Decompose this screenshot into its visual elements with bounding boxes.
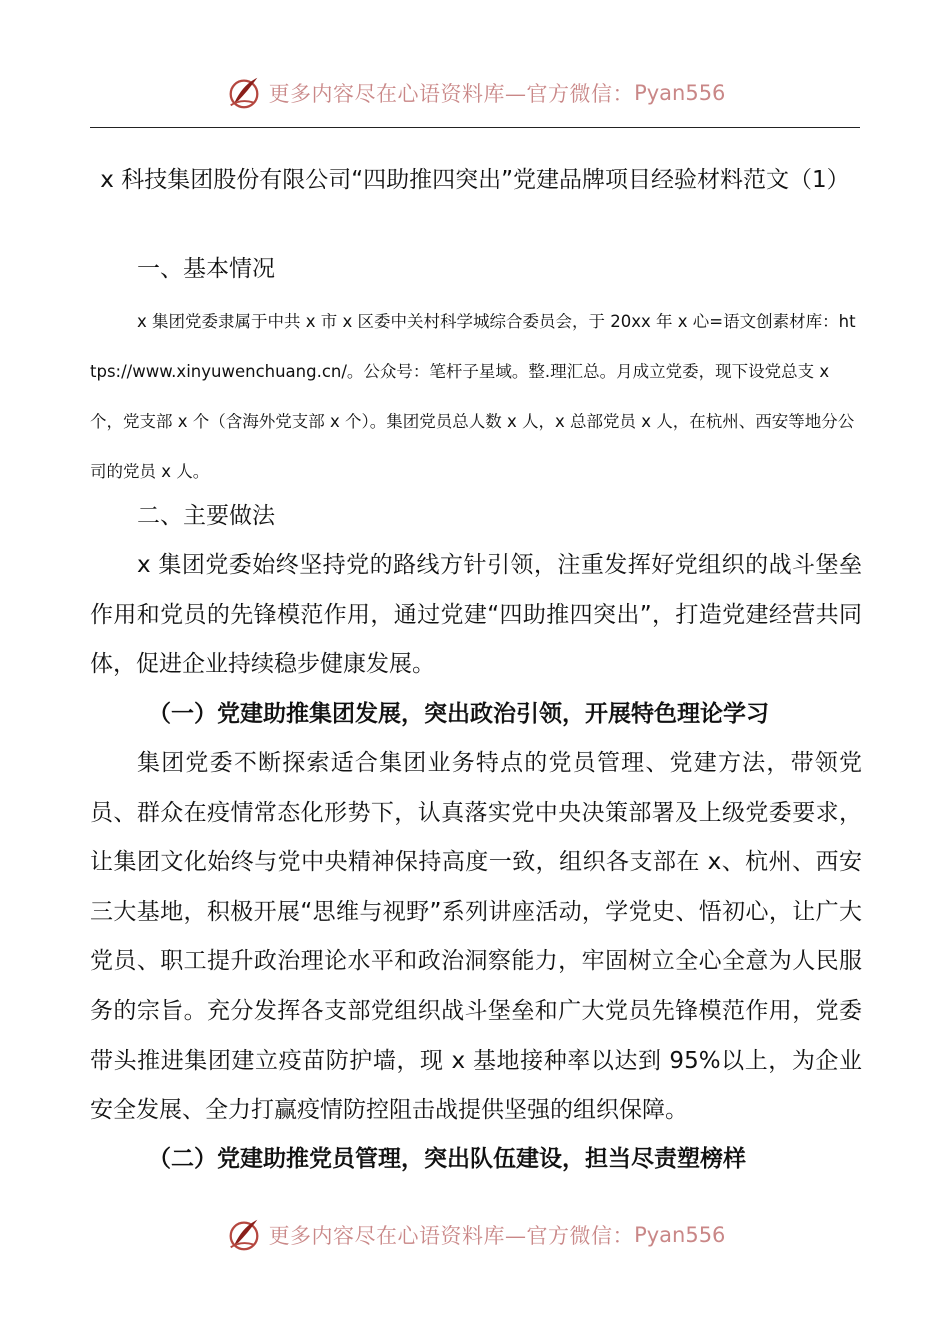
quill-signature-logo-icon — [225, 1216, 263, 1254]
banner-text: 更多内容尽在心语资料库—官方微信： — [268, 1224, 635, 1248]
banner-wechat-id: Pyan556 — [634, 81, 726, 105]
basic-info-paragraph: x 集团党委隶属于中共 x 市 x 区委中关村科学城综合委员会，于 20xx 年 x 心=语文创素材库：https://www.xinyuwenchuang.cn/。公众号：笔杆子星域。整.理汇总。月成立党委，现下设党总支 x 个，党支部 x 个（含海外党支部 x 个）。集团党员总人数 x 人，x 总部党员 x 人，在杭州、西安等地分公司的党员 x 人。 — [90, 312, 856, 481]
header-banner — [0, 68, 950, 118]
subsection-1-paragraph: 集团党委不断探索适合集团业务特点的党员管理、党建方法，带领党员、群众在疫情常态化形势下，认真落实党中央决策部署及上级党委要求，让集团文化始终与党中央精神保持高度一致，组织各支部在 x、杭州、西安三大基地，积极开展“思维与视野”系列讲座活动，学党史、悟初心，让广大党员、职工提升政治理论水平和政治洞察能力，牢固树立全心全意为人民服务的宗旨。充分发挥各支部党组织战斗堡垒和广大党员先锋模范作用，党委带头推进集团建立疫苗防护墙，现 x 基地接种率以达到 95%以上，为企业安全发展、全力打赢疫情防控阻击战提供坚强的组织保障。 — [90, 750, 862, 1124]
banner-wechat-id: Pyan556 — [634, 1223, 726, 1247]
footer-banner — [0, 1210, 950, 1260]
section-heading-basic-info: 一、基本情况 — [137, 256, 275, 282]
document-title: x 科技集团股份有限公司“四助推四突出”党建品牌项目经验材料范文（1） — [100, 167, 850, 193]
subsection-heading-2: （二）党建助推党员管理，突出队伍建设，担当尽责塑榜样 — [148, 1146, 746, 1172]
main-practices-intro-paragraph: x 集团党委始终坚持党的路线方针引领，注重发挥好党组织的战斗堡垒作用和党员的先锋模范作用，通过党建“四助推四突出”，打造党建经营共同体，促进企业持续稳步健康发展。 — [90, 552, 862, 678]
section-heading-main-practices: 二、主要做法 — [137, 503, 275, 529]
header-divider — [90, 127, 860, 128]
subsection-heading-1: （一）党建助推集团发展，突出政治引领，开展特色理论学习 — [148, 701, 769, 727]
quill-signature-logo-icon — [225, 74, 263, 112]
banner-text: 更多内容尽在心语资料库—官方微信： — [268, 82, 635, 106]
